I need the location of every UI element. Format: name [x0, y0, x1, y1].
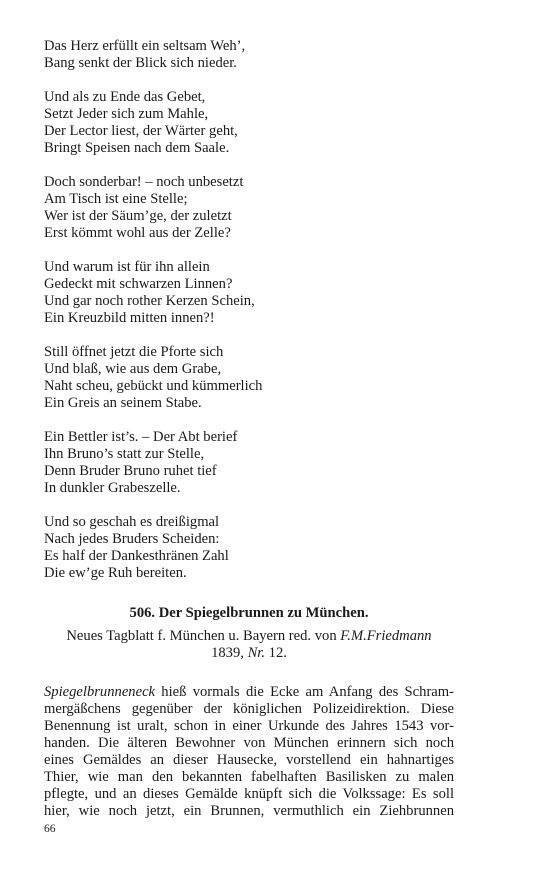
poem-line: Der Lector liest, der Wärter geht,	[44, 123, 238, 139]
source-citation	[44, 628, 454, 662]
prose-line: pflegte, und an dieses Gemälde knüpft sich die Volkssage: Es soll	[44, 786, 454, 802]
poem-stanza	[44, 259, 484, 327]
poem-line: In dunkler Grabeszelle.	[44, 480, 181, 496]
poem-line: Bringt Speisen nach dem Saale.	[44, 140, 230, 156]
poem-stanza	[44, 429, 484, 497]
prose-line: Thier, wie man den bekannten fabelhaften Basilisken zu malen	[44, 769, 454, 785]
poem-line: Gedeckt mit schwarzen Linnen?	[44, 276, 233, 292]
poem-stanza	[44, 174, 484, 242]
prose-line: handen. Die älteren Bewohner von München erinnern sich noch	[44, 735, 454, 751]
poem-line: Erst kömmt wohl aus der Zelle?	[44, 225, 231, 241]
prose-first-line-rest: hieß vormals die Ecke am Anfang des Schram-	[155, 684, 454, 700]
prose-line: mergäßchens gegenüber der königlichen Polizeidirektion. Diese	[44, 701, 454, 717]
prose-line: hier, wie noch jetzt, ein Brunnen, vermuthlich ein Ziehbrunnen	[44, 803, 454, 819]
poem-line: Es half der Dankesthränen Zahl	[44, 548, 229, 564]
poem-line: Ein Bettler ist’s. – Der Abt berief	[44, 429, 238, 445]
prose-line: eines Gemäldes an dieser Hausecke, vorstellend ein hahnartiges	[44, 752, 454, 768]
poem-line: Und als zu Ende das Gebet,	[44, 89, 206, 105]
poem-line: Und so geschah es dreißigmal	[44, 514, 220, 530]
poem-line: Und blaß, wie aus dem Grabe,	[44, 361, 222, 377]
poem-line: Und warum ist für ihn allein	[44, 259, 210, 275]
source-nr-label: Nr.	[247, 645, 266, 661]
poem-line: Die ew’ge Ruh bereiten.	[44, 565, 187, 581]
poem-line: Am Tisch ist eine Stelle;	[44, 191, 188, 207]
prose-first-word: Spiegelbrunneneck	[44, 684, 156, 700]
poem-line: Ein Kreuzbild mitten innen?!	[44, 310, 215, 326]
poem-line: Und gar noch rother Kerzen Schein,	[44, 293, 255, 309]
page-number: 66	[44, 823, 56, 835]
poem-line: Wer ist der Säum’ge, der zuletzt	[44, 208, 232, 224]
prose-line	[44, 684, 454, 701]
poem-line: Bang senkt der Blick sich nieder.	[44, 55, 237, 71]
poem-stanza	[44, 38, 484, 72]
poem-line: Nach jedes Bruders Scheiden:	[44, 531, 220, 547]
poem-line: Naht scheu, gebückt und kümmerlich	[44, 378, 263, 394]
poem-line: Still öffnet jetzt die Pforte sich	[44, 344, 224, 360]
poem-line: Das Herz erfüllt ein seltsam Weh’,	[44, 38, 246, 54]
prose-line: Benennung ist uralt, schon in einer Urkunde des Jahres 1543 vor-	[44, 718, 454, 734]
source-prefix: Neues Tagblatt f. München u. Bayern red. von	[66, 628, 341, 644]
prose-paragraph	[44, 684, 454, 820]
poem-line: Ein Greis an seinem Stabe.	[44, 395, 202, 411]
poem-line: Ihn Bruno’s statt zur Stelle,	[44, 446, 205, 462]
source-line-2	[44, 645, 454, 662]
source-year: 1839,	[211, 645, 248, 661]
poem	[44, 38, 484, 599]
poem-line: Doch sonderbar! – noch unbesetzt	[44, 174, 244, 190]
poem-line: Denn Bruder Bruno ruhet tief	[44, 463, 217, 479]
poem-stanza	[44, 514, 484, 582]
poem-stanza	[44, 344, 484, 412]
source-nr-value: 12.	[265, 645, 287, 661]
poem-line: Setzt Jeder sich zum Mahle,	[44, 106, 209, 122]
poem-stanza	[44, 89, 484, 157]
source-editor: F.M.Friedmann	[340, 628, 432, 644]
section-heading: 506. Der Spiegelbrunnen zu München.	[129, 605, 369, 621]
